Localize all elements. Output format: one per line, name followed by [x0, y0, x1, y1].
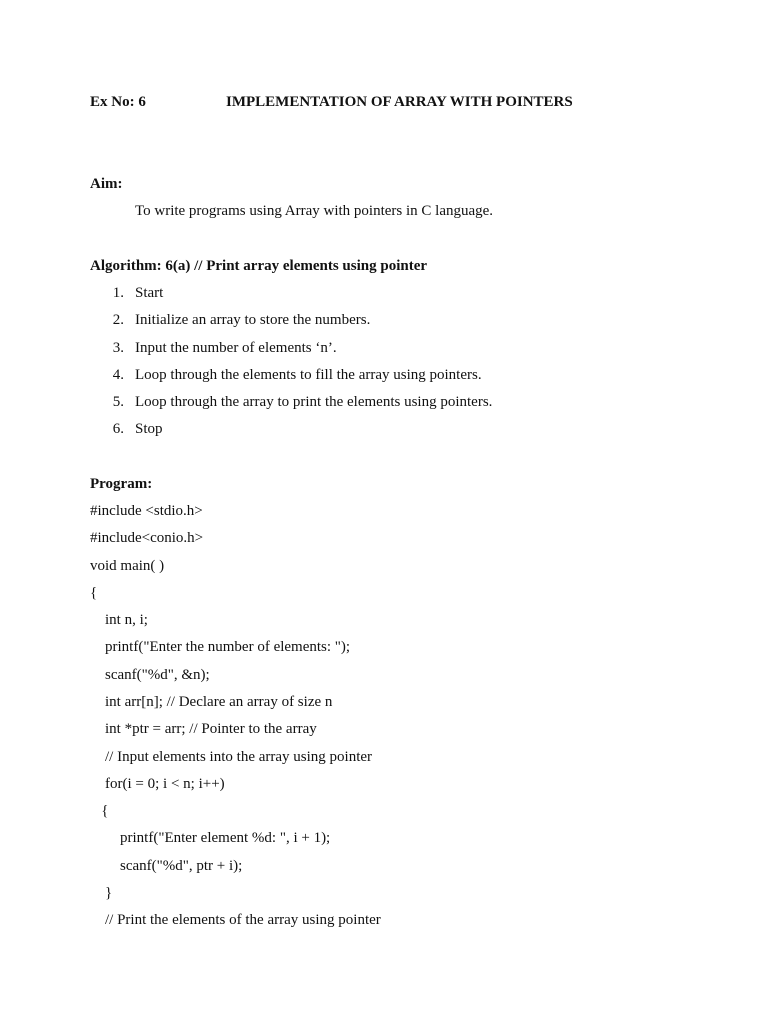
code-line: {	[90, 585, 98, 601]
program-heading: Program:	[90, 476, 153, 492]
step-number: 4.	[112, 367, 124, 383]
code-line: scanf("%d", ptr + i);	[90, 858, 243, 874]
step-text: Loop through the elements to fill the array using pointers.	[135, 367, 482, 383]
step-number: 1.	[112, 285, 124, 301]
code-line: void main( )	[90, 558, 165, 574]
step-text: Input the number of elements ‘n’.	[135, 340, 337, 356]
step-number: 6.	[112, 421, 124, 437]
step-text: Loop through the array to print the elements using pointers.	[135, 394, 493, 410]
step-number: 5.	[112, 394, 124, 410]
code-line: #include <stdio.h>	[90, 503, 203, 519]
step-text: Stop	[135, 421, 163, 437]
step-number: 3.	[112, 340, 124, 356]
code-line: // Print the elements of the array using pointer	[90, 912, 381, 928]
code-line: #include<conio.h>	[90, 530, 204, 546]
code-line: printf("Enter the number of elements: ");	[90, 639, 351, 655]
exercise-number: Ex No: 6	[90, 94, 146, 110]
code-line: // Input elements into the array using pointer	[90, 749, 373, 765]
step-number: 2.	[112, 312, 124, 328]
aim-heading: Aim:	[90, 176, 123, 192]
code-line: printf("Enter element %d: ", i + 1);	[90, 830, 331, 846]
code-line: int arr[n]; // Declare an array of size n	[90, 694, 333, 710]
step-text: Start	[135, 285, 164, 301]
code-line: {	[90, 803, 109, 819]
code-line: int n, i;	[90, 612, 148, 628]
code-line: }	[90, 885, 113, 901]
step-text: Initialize an array to store the numbers.	[135, 312, 371, 328]
code-line: scanf("%d", &n);	[90, 667, 210, 683]
document-title: IMPLEMENTATION OF ARRAY WITH POINTERS	[226, 94, 573, 110]
code-line: for(i = 0; i < n; i++)	[90, 776, 225, 792]
code-line: int *ptr = arr; // Pointer to the array	[90, 721, 317, 737]
aim-text: To write programs using Array with pointers in C language.	[135, 203, 494, 219]
algorithm-heading: Algorithm: 6(a) // Print array elements using pointer	[90, 258, 428, 274]
